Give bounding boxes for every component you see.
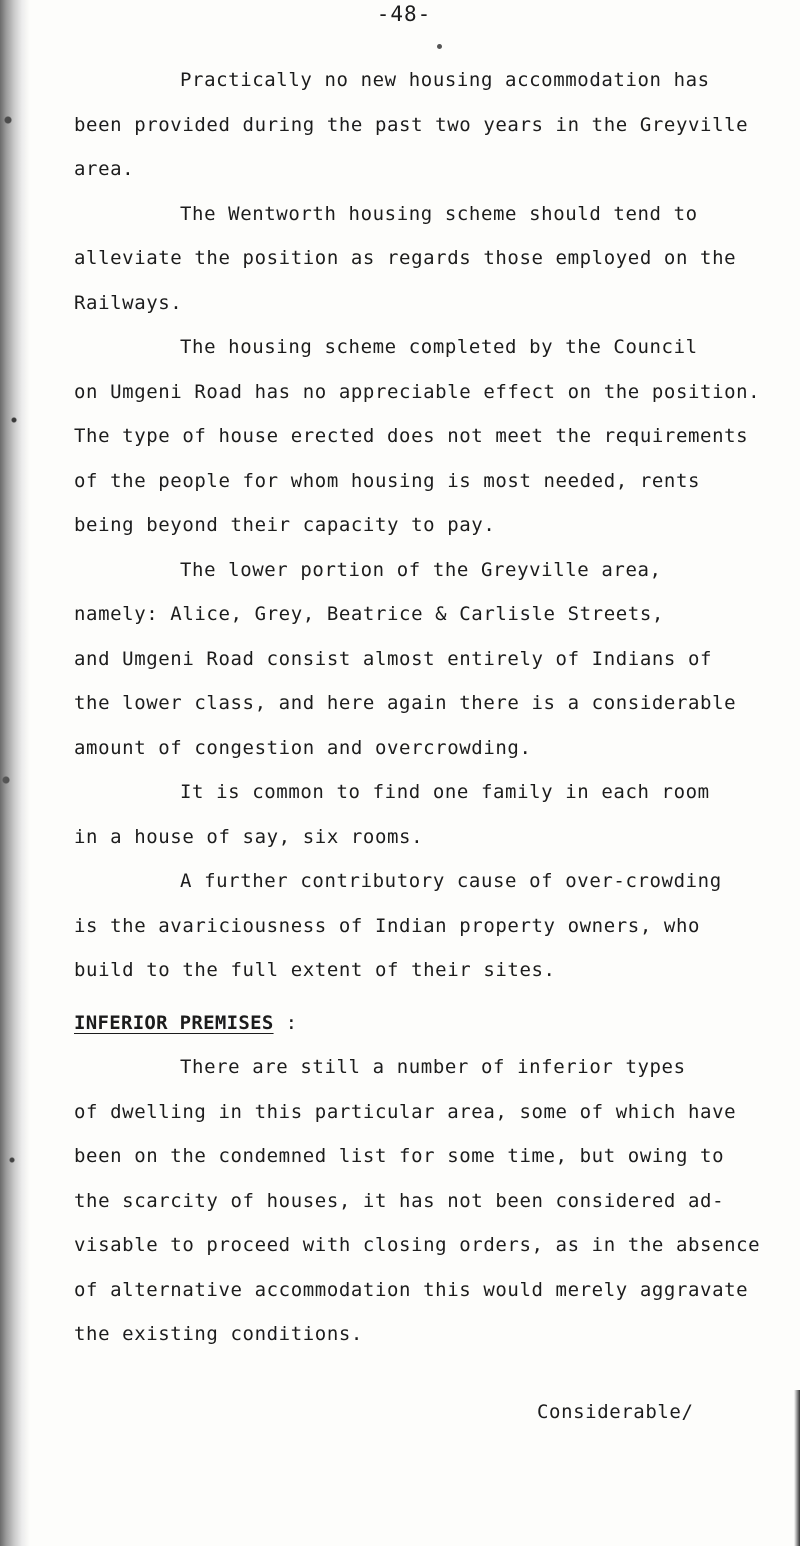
catchword: Considerable/ bbox=[537, 1401, 694, 1423]
section-heading-line bbox=[74, 1001, 774, 1046]
scan-right-edge bbox=[794, 1390, 800, 1546]
text-line: alleviate the position as regards those employed on the bbox=[74, 247, 737, 269]
text-line: the scarcity of houses, it has not been considered ad- bbox=[74, 1189, 725, 1212]
text-line: of dwelling in this particular area, some of which have bbox=[74, 1100, 737, 1123]
text-line: The type of house erected does not meet the requirements bbox=[74, 425, 749, 447]
text-line: area. bbox=[74, 158, 135, 180]
ink-speck bbox=[437, 44, 442, 49]
text-line: Railways. bbox=[74, 291, 183, 314]
paragraph-inferior-premises bbox=[74, 1045, 774, 1357]
text-line: of the people for whom housing is most needed, rents bbox=[74, 469, 701, 492]
paragraph-council-scheme bbox=[74, 325, 774, 548]
section-heading-suffix: : bbox=[273, 1011, 298, 1034]
paragraph-greyville-lower-portion bbox=[74, 548, 774, 771]
page-number: -48- bbox=[376, 2, 432, 26]
text-line: the existing conditions. bbox=[74, 1323, 363, 1345]
paragraph-wentworth-scheme bbox=[74, 192, 774, 326]
text-line: been provided during the past two years in the Greyville bbox=[74, 113, 749, 136]
text-line: amount of congestion and overcrowding. bbox=[74, 736, 532, 759]
paragraph-contributory-cause bbox=[74, 859, 774, 993]
text-line: The housing scheme completed by the Council bbox=[180, 336, 698, 358]
text-line: It is common to find one family in each room bbox=[180, 781, 710, 803]
section-heading: INFERIOR PREMISES bbox=[74, 1011, 274, 1034]
text-line: A further contributory cause of over-crowding bbox=[180, 870, 722, 892]
text-line: is the avariciousness of Indian property owners, who bbox=[74, 914, 701, 937]
text-line: been on the condemned list for some time, but owing to bbox=[74, 1145, 725, 1167]
text-line: namely: Alice, Grey, Beatrice & Carlisle Streets, bbox=[74, 603, 664, 625]
text-line: There are still a number of inferior types bbox=[180, 1056, 686, 1078]
text-line: The Wentworth housing scheme should tend to bbox=[180, 202, 698, 225]
text-line: the lower class, and here again there is a considerable bbox=[74, 692, 737, 714]
text-line: being beyond their capacity to pay. bbox=[74, 514, 496, 536]
paragraph-one-family-per-room bbox=[74, 770, 774, 859]
text-line: and Umgeni Road consist almost entirely of Indians of bbox=[74, 647, 713, 670]
text-line: build to the full extent of their sites. bbox=[74, 959, 556, 981]
body-text bbox=[74, 58, 774, 1357]
text-line: of alternative accommodation this would merely aggravate bbox=[74, 1278, 749, 1301]
paragraph-housing-accommodation bbox=[74, 58, 774, 192]
scan-binding-edge bbox=[0, 0, 30, 1546]
text-line: visable to proceed with closing orders, as in the absence bbox=[74, 1234, 761, 1256]
text-line: on Umgeni Road has no appreciable effect on the position. bbox=[74, 380, 761, 403]
text-line: in a house of say, six rooms. bbox=[74, 825, 424, 848]
text-line: The lower portion of the Greyville area, bbox=[180, 558, 662, 581]
text-line: Practically no new housing accommodation has bbox=[180, 69, 710, 91]
